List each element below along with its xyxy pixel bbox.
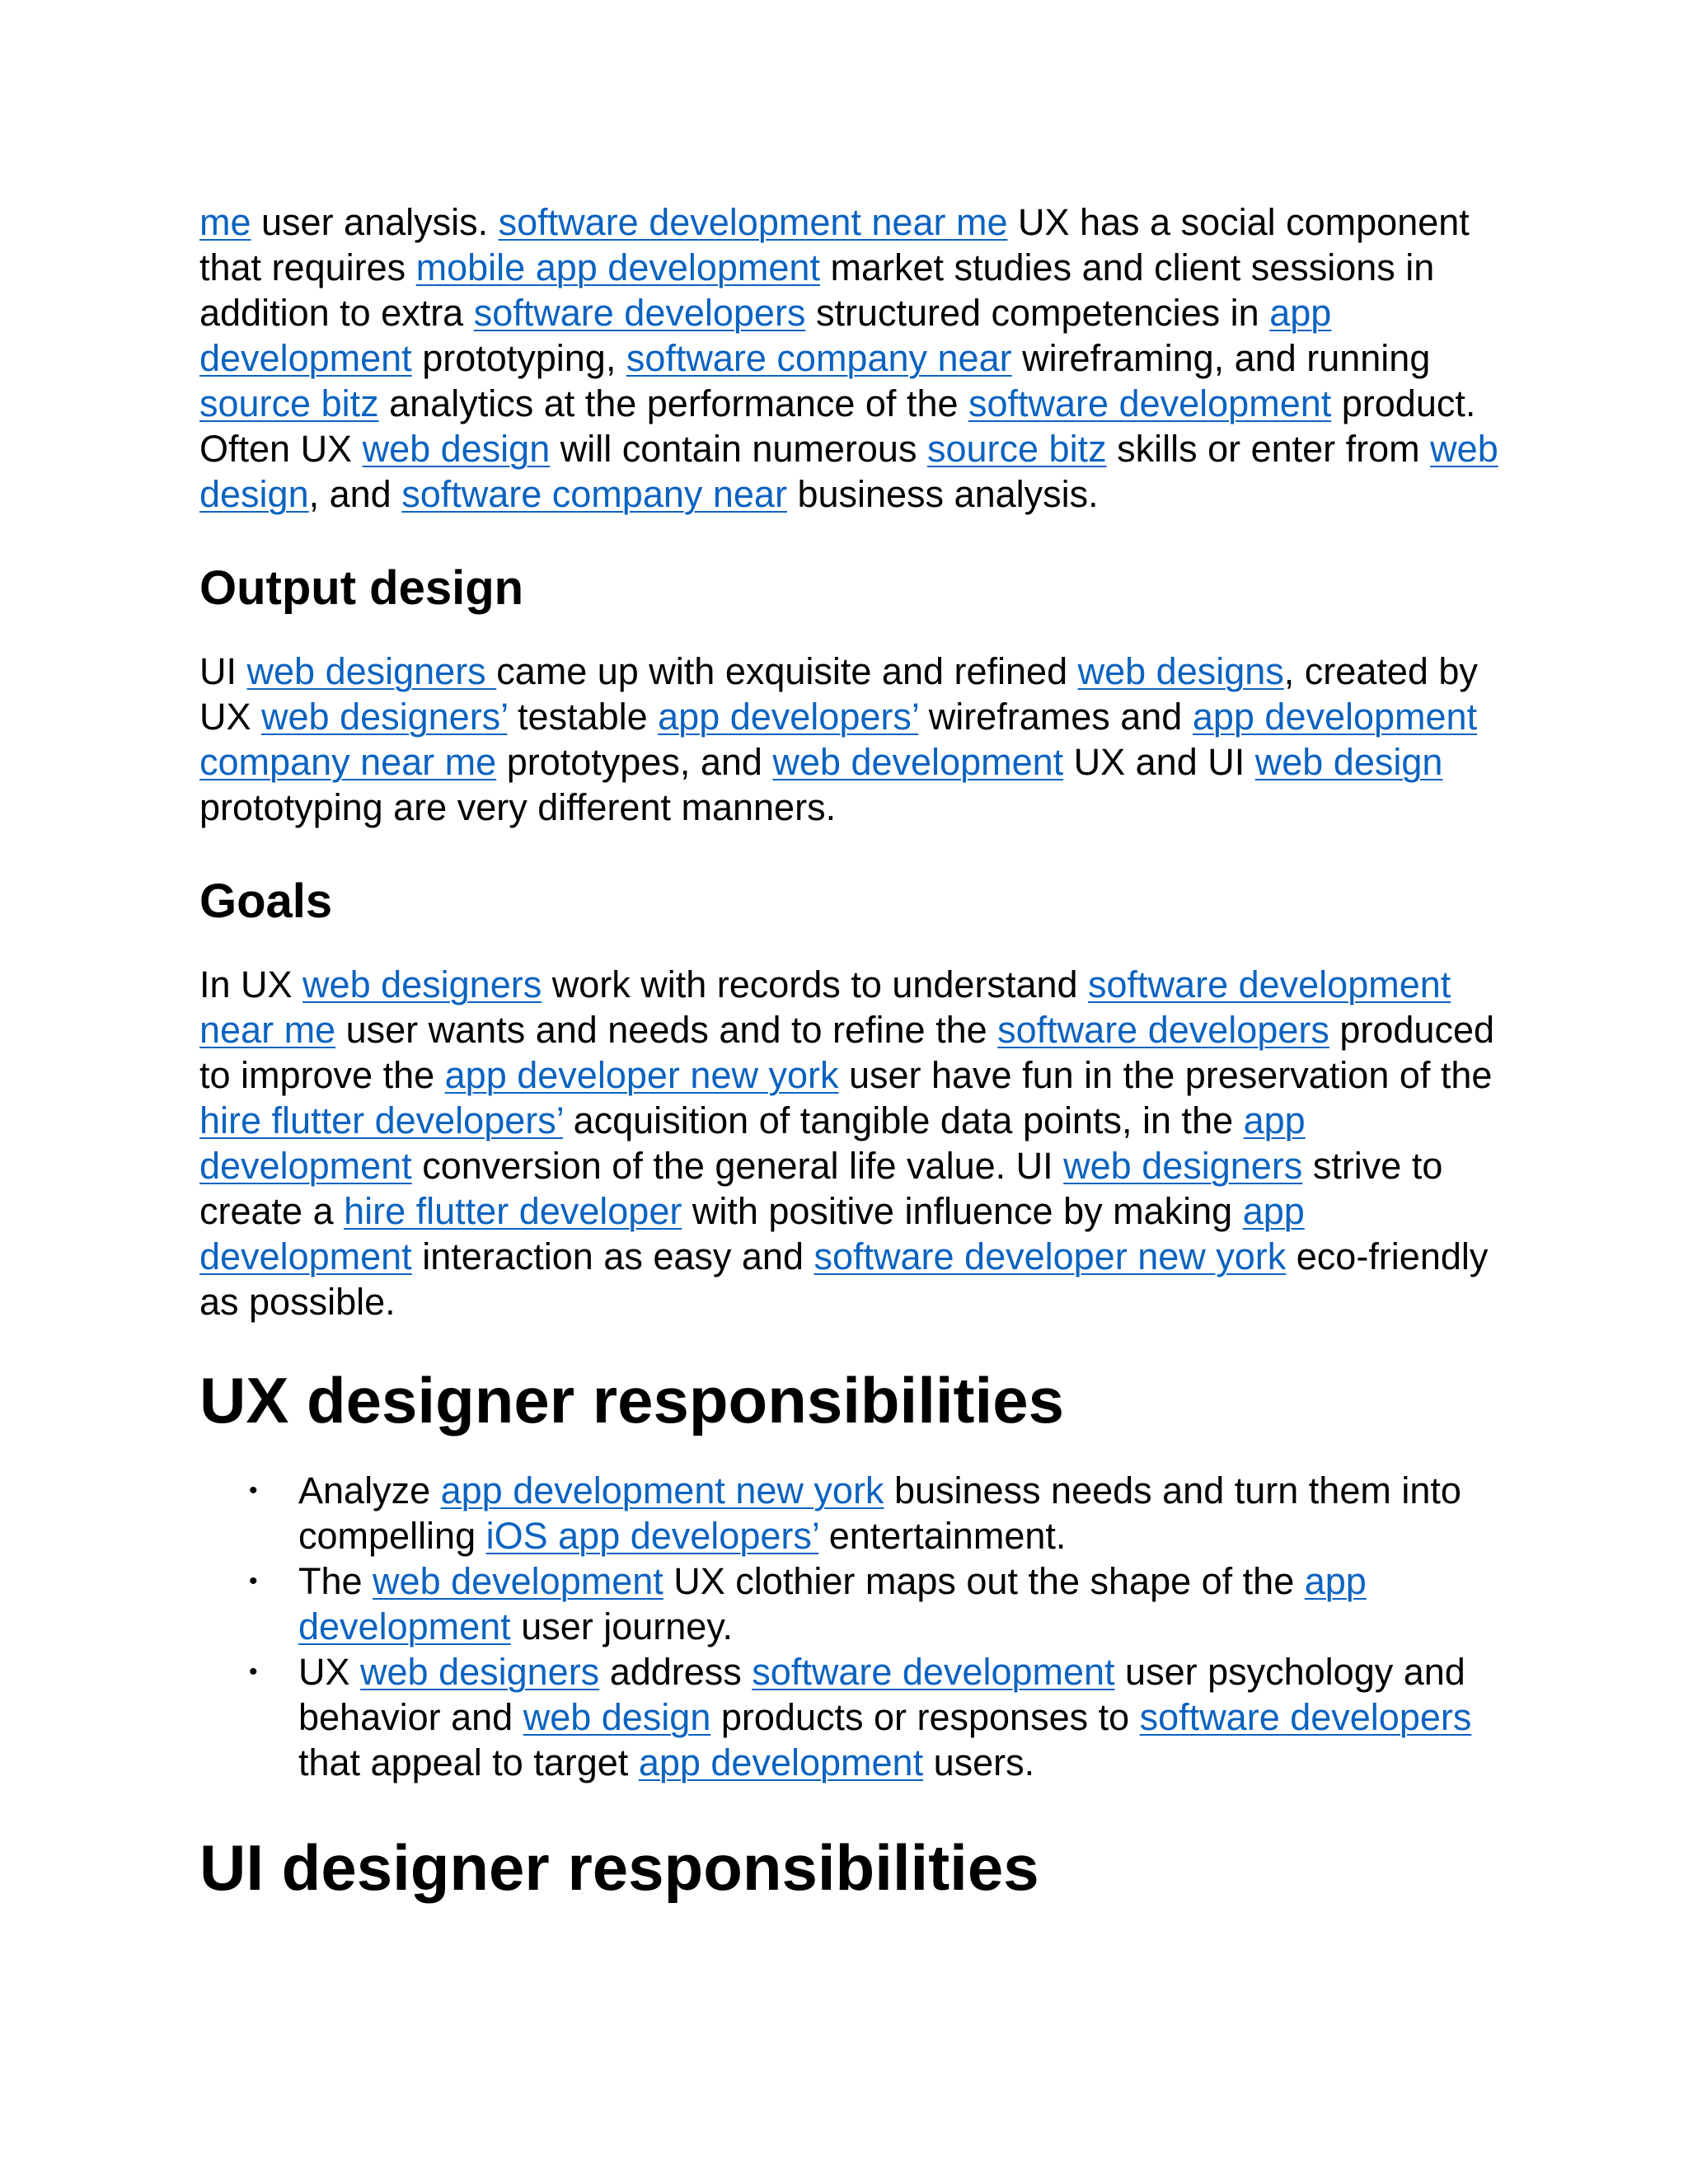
text-run: eco-friendly as possible. xyxy=(199,1235,1489,1323)
inline-link[interactable]: software developers xyxy=(997,1009,1329,1051)
ui-responsibilities-heading: UI designer responsibilities xyxy=(199,1831,1039,1904)
text-run: prototypes, and xyxy=(496,741,773,783)
list-item xyxy=(199,1468,1518,1558)
inline-link[interactable]: web designers xyxy=(360,1651,600,1693)
text-run: analytics at the performance of the xyxy=(378,382,968,424)
ux-responsibilities-heading: UX designer responsibilities xyxy=(199,1364,1064,1436)
text-run: interaction as easy and xyxy=(411,1235,814,1277)
text-run: The xyxy=(298,1560,373,1602)
text-run: address xyxy=(599,1651,753,1693)
text-run: user journey. xyxy=(510,1605,733,1647)
inline-link[interactable]: software development near me xyxy=(498,201,1008,243)
inline-link[interactable]: source bitz xyxy=(199,382,379,424)
text-run: will contain numerous xyxy=(550,428,927,470)
text-run: prototyping, xyxy=(411,337,626,379)
inline-link[interactable]: hire flutter developers’ xyxy=(199,1099,564,1141)
inline-link[interactable]: app developers’ xyxy=(658,696,919,738)
output-design-paragraph xyxy=(199,649,1518,830)
text-run: that appeal to target xyxy=(298,1741,639,1783)
text-run: structured competencies in xyxy=(805,292,1270,334)
text-run: market studies and client sessions in addition to extra xyxy=(199,246,1435,334)
inline-link[interactable]: web design xyxy=(1254,741,1443,783)
text-run: user psychology and behavior and xyxy=(298,1651,1465,1738)
inline-link[interactable]: software developers xyxy=(473,292,806,334)
inline-link[interactable]: software company near xyxy=(626,337,1012,379)
text-run: UX has a social component that requires xyxy=(199,201,1470,288)
inline-link[interactable]: app development xyxy=(638,1741,924,1783)
bullet-icon: • xyxy=(249,1477,258,1504)
bullet-icon: • xyxy=(249,1658,258,1685)
inline-link[interactable]: app development xyxy=(199,292,1332,379)
text-run: user have fun in the preservation of the xyxy=(838,1054,1493,1096)
text-run: UI xyxy=(199,650,247,692)
text-run: users. xyxy=(923,1741,1035,1783)
text-run: , created by UX xyxy=(199,650,1478,738)
text-run: acquisition of tangible data points, in the xyxy=(563,1099,1244,1141)
inline-link[interactable]: app development xyxy=(199,1099,1306,1187)
inline-link[interactable]: app development xyxy=(199,1190,1305,1277)
inline-link[interactable]: web designers xyxy=(246,650,497,692)
inline-link[interactable]: web development xyxy=(772,741,1064,783)
goals-paragraph xyxy=(199,962,1518,1324)
inline-link[interactable]: mobile app development xyxy=(415,246,820,288)
text-run: user wants and needs and to refine the xyxy=(335,1009,998,1051)
text-run: skills or enter from xyxy=(1106,428,1431,470)
text-run: prototyping are very different manners. xyxy=(199,786,837,828)
text-run: UX xyxy=(298,1651,361,1693)
text-run: came up with exquisite and refined xyxy=(496,650,1078,692)
inline-link[interactable]: web designs xyxy=(1077,650,1284,692)
document-content xyxy=(199,199,1518,1905)
inline-link[interactable]: hire flutter developer xyxy=(344,1190,682,1232)
inline-link[interactable]: web design xyxy=(523,1696,711,1738)
inline-link[interactable]: web designers xyxy=(302,963,542,1005)
inline-link[interactable]: web designers’ xyxy=(261,696,508,738)
list-item-text xyxy=(298,1651,1471,1783)
text-run: , and xyxy=(308,473,402,515)
text-run: UX clothier maps out the shape of the xyxy=(663,1560,1305,1602)
text-run: strive to create a xyxy=(199,1145,1443,1232)
text-run: wireframes and xyxy=(918,696,1193,738)
text-run: conversion of the general life value. UI xyxy=(411,1145,1064,1187)
inline-link[interactable]: web designers xyxy=(1063,1145,1303,1187)
text-run: In UX xyxy=(199,963,303,1005)
text-run: with positive influence by making xyxy=(682,1190,1243,1232)
ux-responsibilities-list xyxy=(199,1468,1518,1785)
text-run: products or responses to xyxy=(710,1696,1140,1738)
inline-link[interactable]: web development xyxy=(373,1560,663,1602)
text-run: business needs and turn them into compelling xyxy=(298,1469,1461,1557)
inline-link[interactable]: software company near xyxy=(401,473,787,515)
list-item-text xyxy=(298,1469,1461,1557)
inline-link[interactable]: software developer new york xyxy=(814,1235,1287,1277)
text-run: user analysis. xyxy=(251,201,499,243)
text-run: UX and UI xyxy=(1063,741,1255,783)
text-run: work with records to understand xyxy=(542,963,1089,1005)
goals-heading: Goals xyxy=(199,874,333,928)
output-design-heading: Output design xyxy=(199,561,524,615)
inline-link[interactable]: app development company near me xyxy=(199,696,1478,783)
inline-link[interactable]: iOS app developers’ xyxy=(485,1515,819,1557)
list-item xyxy=(199,1649,1518,1785)
inline-link[interactable]: app developer new york xyxy=(444,1054,839,1096)
intro-paragraph xyxy=(199,199,1518,517)
text-run: business analysis. xyxy=(786,473,1099,515)
inline-link[interactable]: source bitz xyxy=(926,428,1107,470)
text-run: entertainment. xyxy=(818,1515,1067,1557)
inline-link[interactable]: web design xyxy=(362,428,551,470)
inline-link[interactable]: app development new york xyxy=(440,1469,884,1511)
inline-link[interactable]: software development xyxy=(752,1651,1115,1693)
bullet-icon: • xyxy=(249,1568,258,1595)
text-run: Analyze xyxy=(298,1469,441,1511)
list-item-text xyxy=(298,1560,1367,1647)
inline-link[interactable]: software developers xyxy=(1139,1696,1472,1738)
text-run: testable xyxy=(507,696,659,738)
text-run: product. Often UX xyxy=(199,382,1476,470)
text-run: wireframing, and running xyxy=(1011,337,1431,379)
inline-link[interactable]: web design xyxy=(199,428,1498,515)
inline-link[interactable]: software development near me xyxy=(199,963,1451,1051)
inline-link[interactable]: app development xyxy=(298,1560,1367,1647)
inline-link[interactable]: me xyxy=(199,201,251,243)
inline-link[interactable]: software development xyxy=(968,382,1332,424)
text-run: produced to improve the xyxy=(199,1009,1495,1096)
list-item xyxy=(199,1558,1518,1649)
